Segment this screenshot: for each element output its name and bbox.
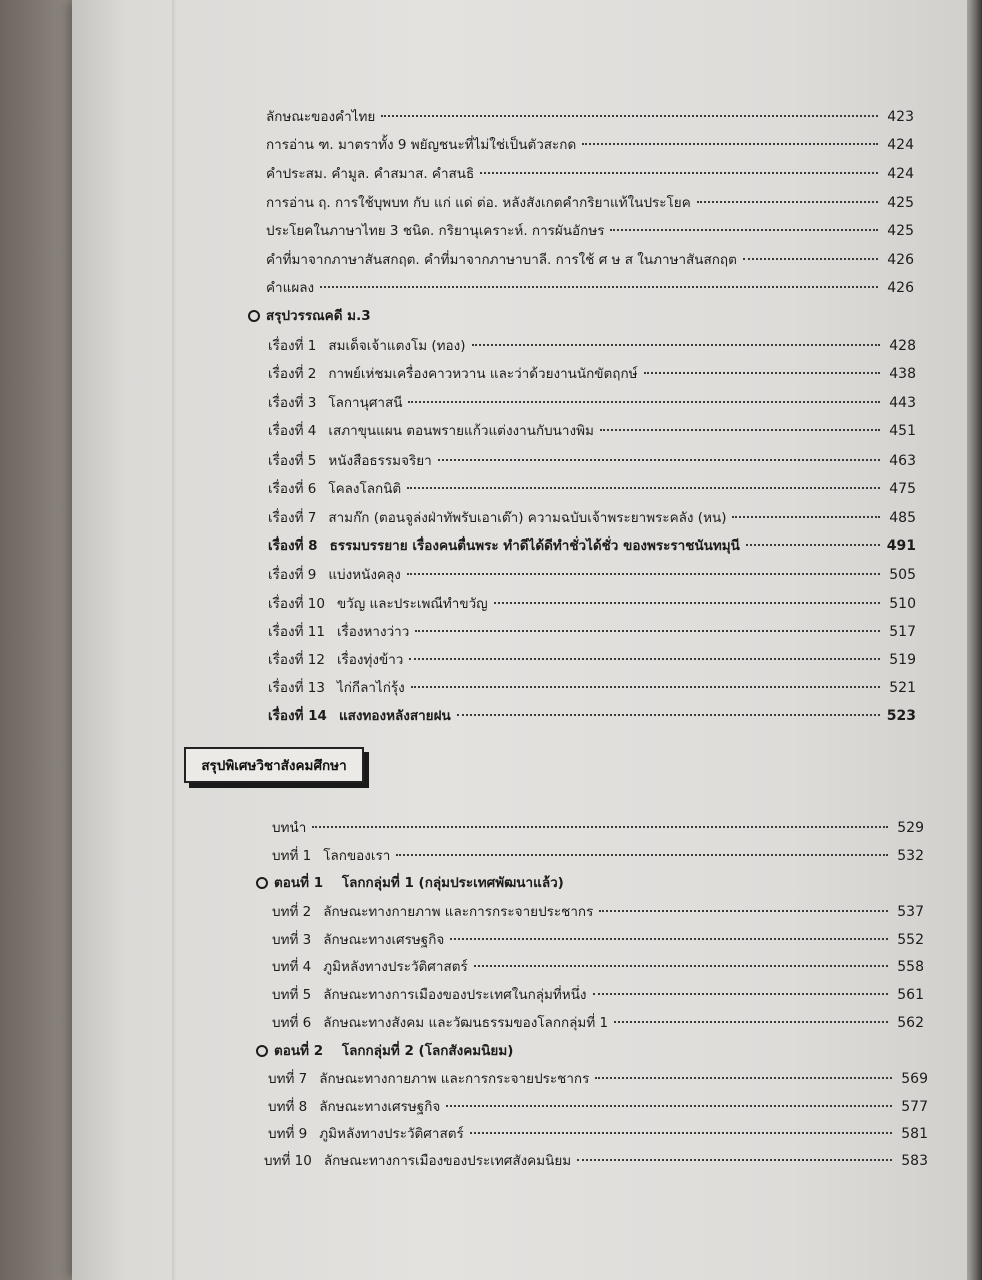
leader-dots — [743, 258, 878, 260]
page-number: 577 — [901, 1099, 928, 1115]
toc-label: เรื่องทุ่งข้าว — [336, 652, 404, 668]
leader-dots — [407, 573, 880, 575]
page-number: 505 — [889, 567, 916, 583]
toc-prefix: บทที่ 4 — [272, 959, 312, 975]
toc-row — [268, 479, 916, 499]
leader-dots — [457, 714, 880, 716]
toc-label: แบ่งหนังคลุง — [328, 567, 401, 583]
page-number: 510 — [889, 596, 916, 612]
toc-label: การอ่าน ฑ. มาตราทั้ง 9 พยัญชนะที่ไม่ใช่เป็นตัวสะกด — [266, 137, 577, 153]
toc-label: ประโยคในภาษาไทย 3 ชนิด. กริยานุเคราะห์. การผันอักษร — [266, 223, 605, 239]
page-number: 569 — [901, 1071, 928, 1087]
toc-label: หนังสือธรรมจริยา — [328, 453, 432, 469]
toc-row — [272, 957, 924, 977]
toc-prefix: บทที่ 9 — [268, 1126, 308, 1142]
page-number: 581 — [901, 1126, 928, 1142]
page-fold-shadow — [172, 0, 176, 1280]
toc-prefix: บทที่ 7 — [268, 1071, 308, 1087]
toc-prefix: บทที่ 1 — [272, 848, 312, 864]
toc-row — [268, 678, 916, 698]
toc-row — [268, 421, 916, 441]
toc-label: ธรรมบรรยาย เรื่องคนตื่นพระ ทำดีได้ดีทำชั่วได้ชั่ว ของพระราชนันทมุนี — [329, 538, 740, 554]
toc-label: ลักษณะทางการเมืองของประเทศสังคมนิยม — [323, 1153, 572, 1169]
page-number: 426 — [887, 280, 914, 296]
leader-dots — [470, 1132, 892, 1134]
page-number: 558 — [897, 959, 924, 975]
part-heading-1 — [256, 873, 564, 893]
toc-prefix: เรื่องที่ 3 — [268, 395, 317, 411]
toc-prefix: เรื่องที่ 10 — [268, 596, 325, 612]
toc-label: คำที่มาจากภาษาสันสกฤต. คำที่มาจากภาษาบาลี. การใช้ ศ ษ ส ในภาษาสันสกฤต — [266, 252, 737, 268]
page-number: 561 — [897, 987, 924, 1003]
leader-dots — [746, 544, 880, 546]
leader-dots — [599, 910, 888, 912]
page-number: 583 — [901, 1153, 928, 1169]
toc-label: แสงทองหลังสายฝน — [338, 708, 451, 724]
leader-dots — [494, 602, 880, 604]
toc-prefix: บทที่ 10 — [264, 1153, 312, 1169]
toc-prefix: เรื่องที่ 4 — [268, 423, 317, 439]
circle-bullet-icon — [256, 877, 268, 889]
toc-label: โลกานุศาสนี — [328, 395, 403, 411]
toc-label: ลักษณะทางการเมืองของประเทศในกลุ่มที่หนึ่ง — [323, 987, 587, 1003]
leader-dots — [582, 143, 878, 145]
leader-dots — [593, 993, 888, 995]
leader-dots — [408, 401, 880, 403]
toc-prefix: บทที่ 5 — [272, 987, 312, 1003]
toc-label: บทนำ — [272, 820, 307, 836]
leader-dots — [446, 1105, 892, 1107]
leader-dots — [409, 658, 880, 660]
toc-prefix: บทที่ 6 — [272, 1015, 312, 1031]
leader-dots — [610, 229, 878, 231]
page-number: 491 — [886, 538, 916, 554]
toc-row — [266, 135, 914, 155]
toc-row — [268, 536, 916, 556]
leader-dots — [697, 201, 878, 203]
page-number: 426 — [887, 252, 914, 268]
toc-label: ลักษณะทางเศรษฐกิจ — [319, 1099, 441, 1115]
page-number: 529 — [897, 820, 924, 836]
toc-prefix: บทที่ 3 — [272, 932, 312, 948]
toc-row — [268, 594, 916, 614]
toc-label: คำประสม. คำมูล. คำสมาส. คำสนธิ — [266, 166, 475, 182]
leader-dots — [396, 854, 888, 856]
leader-dots — [644, 372, 880, 374]
section-heading-literature — [248, 306, 371, 326]
toc-prefix: เรื่องที่ 13 — [268, 680, 325, 696]
toc-row — [268, 1097, 928, 1117]
leader-dots — [732, 516, 880, 518]
part-heading-2 — [256, 1041, 513, 1061]
toc-row — [272, 818, 924, 838]
page-number: 521 — [889, 680, 916, 696]
part-heading-title: โลกกลุ่มที่ 2 (โลกสังคมนิยม) — [341, 1043, 514, 1059]
toc-row — [272, 985, 924, 1005]
toc-label: โคลงโลกนิติ — [328, 481, 402, 497]
part-heading-label: ตอนที่ 2 — [274, 1043, 324, 1059]
page-number: 537 — [897, 904, 924, 920]
toc-label: เสภาขุนแผน ตอนพรายแก้วแต่งงานกับนางพิม — [328, 423, 594, 439]
leader-dots — [600, 429, 880, 431]
toc-row — [268, 622, 916, 642]
toc-prefix: เรื่องที่ 9 — [268, 567, 317, 583]
social-studies-heading-box — [184, 747, 364, 783]
page-number: 519 — [889, 652, 916, 668]
toc-row — [268, 1069, 928, 1089]
toc-prefix: เรื่องที่ 6 — [268, 481, 317, 497]
page-number: 517 — [889, 624, 916, 640]
toc-label: ภูมิหลังทางประวัติศาสตร์ — [319, 1126, 464, 1142]
page-number: 425 — [887, 223, 914, 239]
page-number: 425 — [887, 195, 914, 211]
leader-dots — [472, 344, 880, 346]
toc-label: สามก๊ก (ตอนจูล่งฝ่าทัพรับเอาเต๊า) ความฉบับเจ้าพระยาพระคลัง (หน) — [328, 510, 727, 526]
social-studies-heading-text: สรุปพิเศษวิชาสังคมศึกษา — [201, 758, 347, 774]
toc-prefix: เรื่องที่ 7 — [268, 510, 317, 526]
circle-bullet-icon — [256, 1045, 268, 1057]
leader-dots — [595, 1077, 892, 1079]
section-heading-text: สรุปวรรณคดี ม.3 — [266, 308, 371, 324]
toc-row — [268, 650, 916, 670]
toc-row — [272, 1013, 924, 1033]
leader-dots — [438, 459, 880, 461]
toc-row — [266, 221, 914, 241]
toc-label: ไก่กีลาไก่รุ้ง — [336, 680, 405, 696]
leader-dots — [450, 938, 888, 940]
page-number: 552 — [897, 932, 924, 948]
toc-label: โลกของเรา — [323, 848, 391, 864]
toc-label: ลักษณะทางกายภาพ และการกระจายประชากร — [323, 904, 594, 920]
toc-row — [268, 565, 916, 585]
toc-row — [264, 1151, 928, 1171]
toc-label: ภูมิหลังทางประวัติศาสตร์ — [323, 959, 468, 975]
part-heading-title: โลกกลุ่มที่ 1 (กลุ่มประเทศพัฒนาแล้ว) — [341, 875, 564, 891]
toc-row — [268, 451, 916, 471]
page-number: 443 — [889, 395, 916, 411]
toc-row — [268, 364, 916, 384]
leader-dots — [577, 1159, 892, 1161]
toc-row — [266, 250, 914, 270]
page-number: 562 — [897, 1015, 924, 1031]
toc-prefix: บทที่ 2 — [272, 904, 312, 920]
toc-row — [268, 706, 916, 726]
toc-row — [268, 508, 916, 528]
toc-label: กาพย์เห่ชมเครื่องคาวหวาน และว่าด้วยงานนักขัตฤกษ์ — [328, 366, 638, 382]
toc-prefix: เรื่องที่ 11 — [268, 624, 325, 640]
toc-prefix: เรื่องที่ 12 — [268, 652, 325, 668]
toc-row — [268, 393, 916, 413]
part-heading-label: ตอนที่ 1 — [274, 875, 324, 891]
leader-dots — [320, 286, 878, 288]
toc-row — [266, 107, 914, 127]
toc-row — [266, 164, 914, 184]
toc-prefix: เรื่องที่ 1 — [268, 338, 317, 354]
leader-dots — [411, 686, 880, 688]
toc-label: ขวัญ และประเพณีทำขวัญ — [336, 596, 488, 612]
page-number: 423 — [887, 109, 914, 125]
leader-dots — [474, 965, 888, 967]
page-number: 438 — [889, 366, 916, 382]
toc-label: ลักษณะทางสังคม และวัฒนธรรมของโลกกลุ่มที่ 1 — [323, 1015, 609, 1031]
toc-row — [266, 193, 914, 213]
toc-prefix: บทที่ 8 — [268, 1099, 308, 1115]
toc-label: ลักษณะทางเศรษฐกิจ — [323, 932, 445, 948]
page-number: 428 — [889, 338, 916, 354]
toc-row — [268, 336, 916, 356]
toc-prefix: เรื่องที่ 5 — [268, 453, 317, 469]
page-number: 485 — [889, 510, 916, 526]
toc-label: การอ่าน ฤ. การใช้บุพบท กับ แก่ แด่ ต่อ. หลังสังเกตคำกริยาแท้ในประโยค — [266, 195, 691, 211]
toc-prefix: เรื่องที่ 2 — [268, 366, 317, 382]
page-number: 523 — [886, 708, 916, 724]
toc-row — [272, 846, 924, 866]
leader-dots — [614, 1021, 888, 1023]
leader-dots — [415, 630, 880, 632]
circle-bullet-icon — [248, 310, 260, 322]
leader-dots — [480, 172, 878, 174]
toc-prefix: เรื่องที่ 14 — [268, 708, 327, 724]
toc-row — [266, 278, 914, 298]
page-number: 451 — [889, 423, 916, 439]
page-number: 532 — [897, 848, 924, 864]
toc-prefix: เรื่องที่ 8 — [268, 538, 318, 554]
page-number: 463 — [889, 453, 916, 469]
toc-label: เรื่องหางว่าว — [336, 624, 410, 640]
toc-row — [268, 1124, 928, 1144]
toc-label: ลักษณะของคำไทย — [266, 109, 376, 125]
leader-dots — [312, 826, 888, 828]
toc-row — [272, 930, 924, 950]
toc-row — [272, 902, 924, 922]
toc-label: ลักษณะทางกายภาพ และการกระจายประชากร — [319, 1071, 590, 1087]
leader-dots — [381, 115, 878, 117]
page-number: 475 — [889, 481, 916, 497]
leader-dots — [407, 487, 880, 489]
page-number: 424 — [887, 137, 914, 153]
toc-label: สมเด็จเจ้าแตงโม (ทอง) — [328, 338, 466, 354]
toc-label: คำแผลง — [266, 280, 315, 296]
page-number: 424 — [887, 166, 914, 182]
